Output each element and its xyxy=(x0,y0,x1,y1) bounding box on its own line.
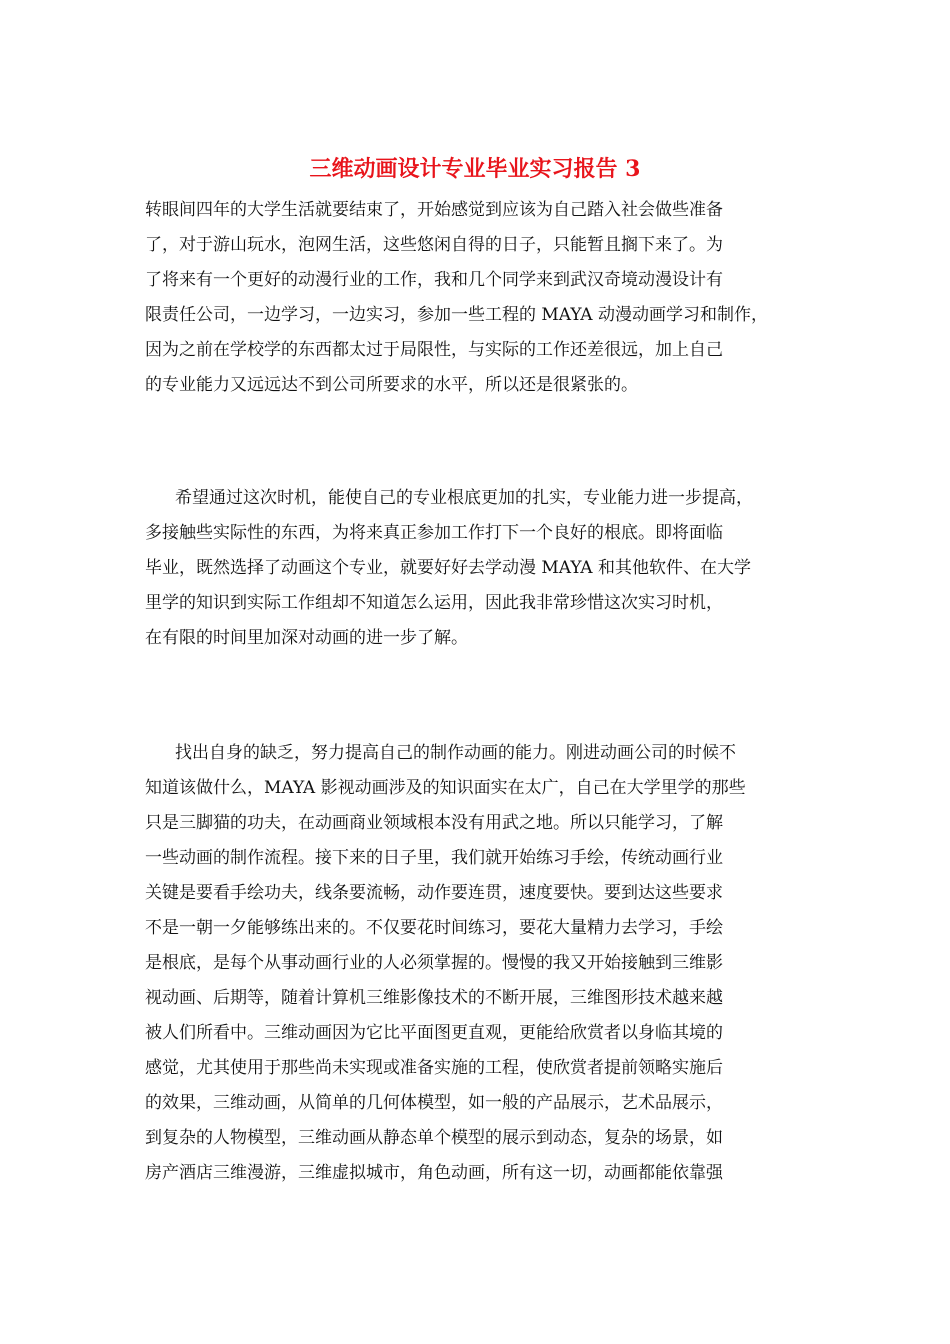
paragraph-line: 房产酒店三维漫游，三维虚拟城市，角色动画，所有这一切，动画都能依靠强 xyxy=(145,1163,723,1183)
paragraph-line: 视动画、后期等，随着计算机三维影像技术的不断开展，三维图形技术越来越 xyxy=(145,988,723,1008)
paragraph-line: 不是一朝一夕能够练出来的。不仅要花时间练习，要花大量精力去学习，手绘 xyxy=(145,918,723,938)
paragraph-line: 的专业能力又远远达不到公司所要求的水平，所以还是很紧张的。 xyxy=(145,375,638,395)
paragraph-line: 转眼间四年的大学生活就要结束了，开始感觉到应该为自己踏入社会做些准备 xyxy=(145,200,723,220)
paragraph-line: 感觉，尤其使用于那些尚未实现或准备实施的工程，使欣赏者提前领略实施后 xyxy=(145,1058,723,1078)
paragraph-line: 找出自身的缺乏，努力提高自己的制作动画的能力。刚进动画公司的时候不 xyxy=(175,743,736,763)
paragraph-line: 里学的知识到实际工作组却不知道怎么运用，因此我非常珍惜这次实习时机， xyxy=(145,593,723,613)
paragraph-1 xyxy=(145,193,768,403)
paragraph-line: 毕业，既然选择了动画这个专业，就要好好去学动漫 MAYA 和其他软件、在大学 xyxy=(145,558,751,578)
paragraph-line: 的效果，三维动画，从简单的几何体模型，如一般的产品展示，艺术品展示， xyxy=(145,1093,723,1113)
paragraph-line: 被人们所看中。三维动画因为它比平面图更直观，更能给欣赏者以身临其境的 xyxy=(145,1023,723,1043)
paragraph-line: 关键是要看手绘功夫，线条要流畅，动作要连贯，速度要快。要到达这些要求 xyxy=(145,883,723,903)
paragraph-line: 在有限的时间里加深对动画的进一步了解。 xyxy=(145,628,468,648)
paragraph-line: 因为之前在学校学的东西都太过于局限性，与实际的工作还差很远，加上自己 xyxy=(145,340,723,360)
paragraph-line: 只是三脚猫的功夫，在动画商业领域根本没有用武之地。所以只能学习，了解 xyxy=(145,813,723,833)
paragraph-line: 了，对于游山玩水，泡网生活，这些悠闲自得的日子，只能暂且搁下来了。为 xyxy=(145,235,723,255)
paragraph-2 xyxy=(145,481,753,656)
paragraph-line: 是根底，是每个从事动画行业的人必须掌握的。慢慢的我又开始接触到三维影 xyxy=(145,953,723,973)
document-title: 三维动画设计专业毕业实习报告 3 xyxy=(309,156,641,182)
paragraph-line: 到复杂的人物模型，三维动画从静态单个模型的展示到动态，复杂的场景，如 xyxy=(145,1128,723,1148)
paragraph-line: 多接触些实际性的东西，为将来真正参加工作打下一个良好的根底。即将面临 xyxy=(145,523,723,543)
paragraph-line: 知道该做什么，MAYA 影视动画涉及的知识面实在太广，自己在大学里学的那些 xyxy=(145,778,746,798)
paragraph-line: 一些动画的制作流程。接下来的日子里，我们就开始练习手绘，传统动画行业 xyxy=(145,848,723,868)
paragraph-line: 了将来有一个更好的动漫行业的工作，我和几个同学来到武汉奇境动漫设计有 xyxy=(145,270,723,290)
paragraph-line: 希望通过这次时机，能使自己的专业根底更加的扎实，专业能力进一步提高， xyxy=(175,488,753,508)
paragraph-3 xyxy=(145,736,746,1191)
paragraph-line: 限责任公司，一边学习，一边实习，参加一些工程的 MAYA 动漫动画学习和制作， xyxy=(145,305,768,325)
